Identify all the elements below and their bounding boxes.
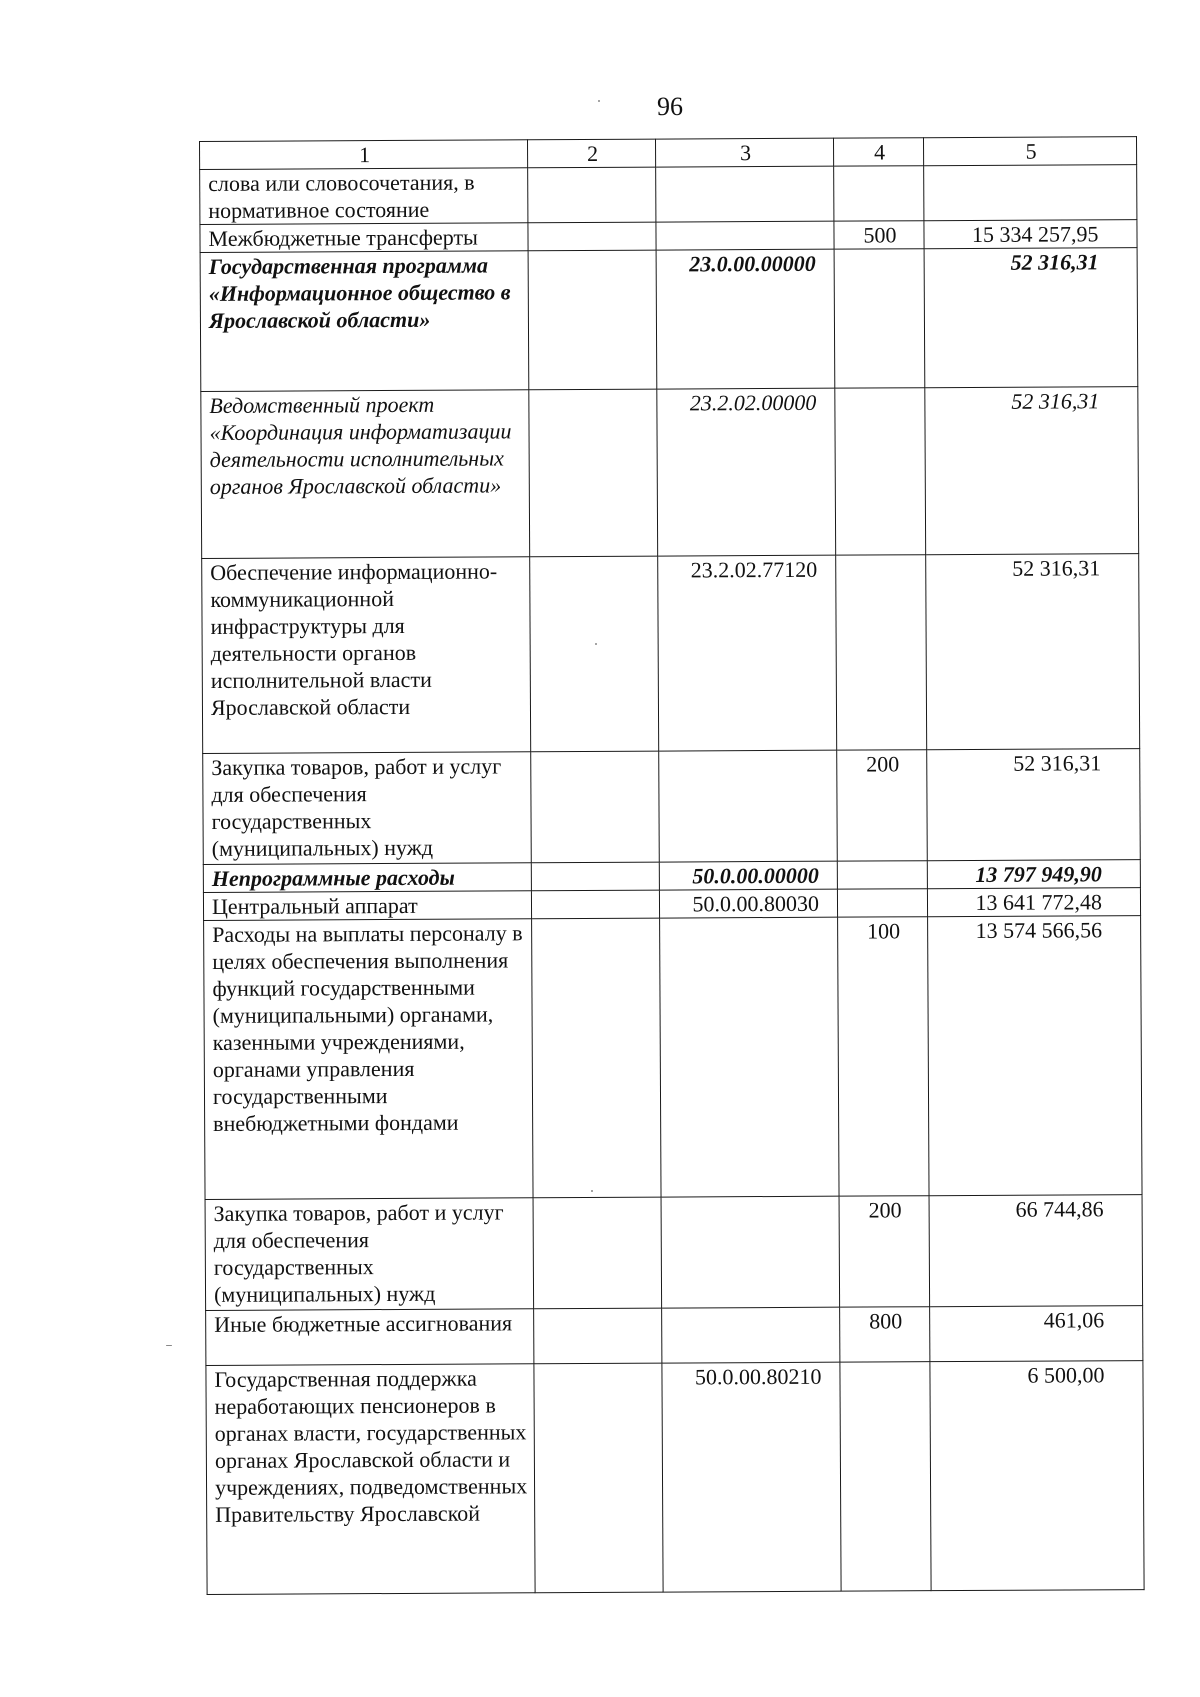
row-10-cell-5: 66 744,86 bbox=[929, 1195, 1143, 1307]
row-8-cell-3: 50.0.00.80030 bbox=[659, 889, 837, 918]
row-10-cell-3 bbox=[661, 1196, 840, 1308]
row-11-cell-4: 800 bbox=[840, 1307, 930, 1362]
row-7-cell-1: Непрограммные расходы bbox=[203, 863, 531, 893]
row-12-cell-4 bbox=[840, 1362, 931, 1591]
row-6-cell-3 bbox=[659, 750, 838, 862]
row-2-cell-5: 15 334 257,95 bbox=[924, 220, 1137, 249]
row-10-cell-1: Закупка товаров, работ и услуг для обеспечения государственных (муниципальных) нужд bbox=[205, 1198, 534, 1311]
row-12-cell-2 bbox=[534, 1363, 663, 1593]
row-3-cell-4 bbox=[834, 249, 925, 388]
table-row bbox=[200, 248, 1138, 392]
table-row bbox=[201, 387, 1139, 559]
row-4-cell-4 bbox=[835, 388, 926, 555]
table-row bbox=[203, 749, 1141, 865]
row-11-cell-1: Иные бюджетные ассигнования bbox=[206, 1309, 534, 1366]
row-7-cell-5: 13 797 949,90 bbox=[927, 860, 1140, 889]
row-3-cell-1: Государственная программа «Информационное общество в Ярославской области» bbox=[200, 251, 529, 392]
row-12-cell-1: Государственная поддержка неработающих пенсионеров в органах власти, государственных органах Ярославской области и учреждениях, подведомственных Правительству Ярославской bbox=[206, 1364, 535, 1595]
header-cell-1: 1 bbox=[200, 140, 528, 170]
row-8-cell-5: 13 641 772,48 bbox=[927, 888, 1140, 917]
row-8-cell-4 bbox=[837, 889, 927, 917]
table-row bbox=[206, 1361, 1144, 1595]
row-4-cell-5: 52 316,31 bbox=[925, 387, 1139, 555]
row-4-cell-3: 23.2.02.00000 bbox=[657, 388, 836, 556]
scan-speck bbox=[166, 1345, 172, 1346]
row-5-cell-3: 23.2.02.77120 bbox=[658, 555, 837, 751]
header-cell-4: 4 bbox=[833, 138, 923, 166]
table-row bbox=[200, 220, 1137, 253]
row-5-cell-1: Обеспечение информационно-коммуникационной инфраструктуры для деятельности органов исполнительной власти Ярославской области bbox=[202, 557, 531, 754]
row-5-cell-2 bbox=[530, 556, 659, 752]
row-3-cell-5: 52 316,31 bbox=[924, 248, 1138, 388]
row-10-cell-2 bbox=[533, 1197, 662, 1309]
row-1-cell-1: слова или словосочетания, в нормативное состояние bbox=[200, 168, 528, 225]
row-11-cell-5: 461,06 bbox=[930, 1306, 1143, 1362]
row-2-cell-1: Межбюджетные трансферты bbox=[200, 223, 528, 253]
row-11-cell-2 bbox=[534, 1308, 662, 1364]
header-cell-5: 5 bbox=[923, 137, 1136, 166]
row-3-cell-2 bbox=[528, 250, 657, 390]
row-9-cell-1: Расходы на выплаты персоналу в целях обеспечения выполнения функций государственными (муниципальными) органами, казенными учреждениями, органами управления государственными внебюджетными фондами bbox=[204, 919, 533, 1200]
row-4-cell-1: Ведомственный проект «Координация информатизации деятельности исполнительных органов Ярославской области» bbox=[201, 390, 530, 559]
row-1-cell-2 bbox=[528, 167, 656, 223]
row-9-cell-5: 13 574 566,56 bbox=[928, 916, 1142, 1196]
row-12-cell-5: 6 500,00 bbox=[930, 1361, 1144, 1591]
row-6-cell-5: 52 316,31 bbox=[927, 749, 1141, 861]
row-7-cell-2 bbox=[531, 862, 659, 891]
header-cell-2: 2 bbox=[527, 139, 655, 168]
row-1-cell-3 bbox=[656, 166, 834, 222]
row-1-cell-4 bbox=[834, 166, 924, 221]
page-number: 96 bbox=[657, 92, 683, 121]
row-6-cell-2 bbox=[531, 751, 660, 863]
row-3-cell-3: 23.0.00.00000 bbox=[656, 249, 835, 389]
row-7-cell-3: 50.0.00.00000 bbox=[659, 861, 837, 890]
row-5-cell-4 bbox=[836, 555, 927, 750]
row-2-cell-2 bbox=[528, 222, 656, 251]
row-10-cell-4: 200 bbox=[839, 1196, 930, 1307]
scan-speck bbox=[598, 100, 600, 102]
row-9-cell-3 bbox=[660, 917, 839, 1197]
row-6-cell-1: Закупка товаров, работ и услуг для обеспечения государственных (муниципальных) нужд bbox=[203, 752, 532, 865]
table-row bbox=[206, 1306, 1143, 1366]
table-row bbox=[202, 554, 1140, 754]
table-row bbox=[203, 860, 1140, 893]
row-7-cell-4 bbox=[837, 861, 927, 889]
scan-speck bbox=[591, 1190, 593, 1192]
row-2-cell-4: 500 bbox=[834, 221, 924, 249]
row-11-cell-3 bbox=[662, 1307, 840, 1363]
row-1-cell-5 bbox=[924, 165, 1137, 221]
table-row bbox=[203, 888, 1140, 921]
table-row bbox=[204, 916, 1142, 1200]
row-6-cell-4: 200 bbox=[837, 750, 928, 861]
row-9-cell-2 bbox=[532, 918, 661, 1198]
row-2-cell-3 bbox=[656, 221, 834, 250]
row-8-cell-1: Центральный аппарат bbox=[203, 891, 531, 921]
header-cell-3: 3 bbox=[655, 138, 833, 167]
row-5-cell-5: 52 316,31 bbox=[926, 554, 1140, 750]
budget-table bbox=[199, 136, 1145, 1595]
table-row bbox=[200, 165, 1137, 225]
row-4-cell-2 bbox=[529, 389, 658, 557]
scan-speck bbox=[595, 643, 597, 645]
row-9-cell-4: 100 bbox=[838, 917, 929, 1196]
row-8-cell-2 bbox=[531, 890, 659, 919]
row-12-cell-3: 50.0.00.80210 bbox=[662, 1362, 841, 1592]
table-row bbox=[205, 1195, 1143, 1311]
